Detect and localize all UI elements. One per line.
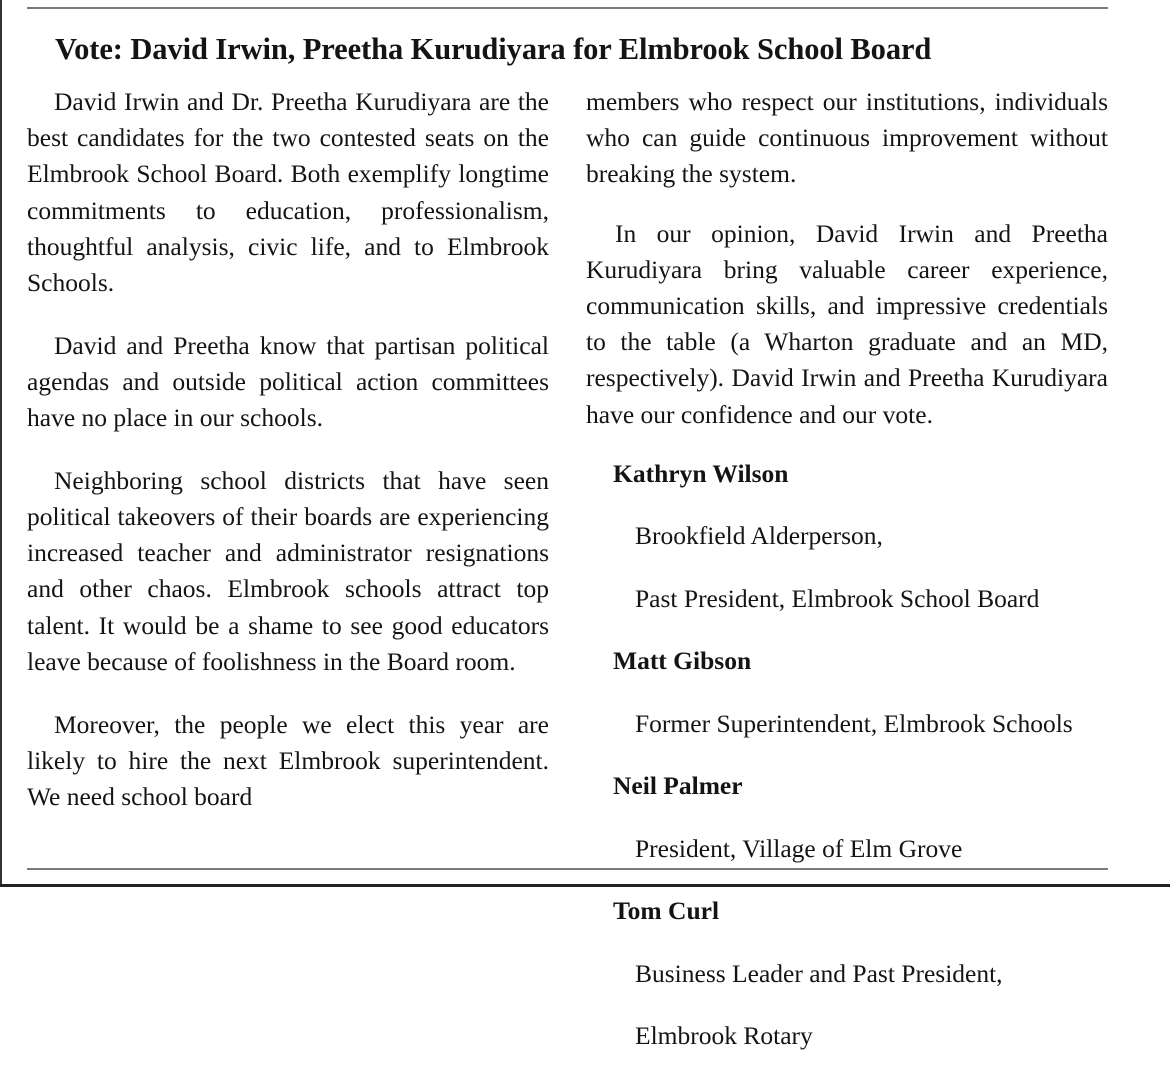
signer-title: Brookfield Alderperson,	[635, 521, 883, 551]
signer-name: Neil Palmer	[613, 771, 743, 801]
top-rule	[27, 7, 1108, 9]
paragraph-partisan: David and Preetha know that partisan political agendas and outside political action committees have no place in our schools.	[27, 330, 549, 433]
right-column	[586, 84, 1108, 1081]
signer	[586, 456, 1108, 617]
bottom-rule	[27, 868, 1108, 870]
signer-name: Kathryn Wilson	[613, 458, 789, 488]
paragraph-opinion: In our opinion, David Irwin and Preetha Kurudiyara bring valuable career experience, communication skills, and impressive credentials to the table (a Wharton graduate and an MD, respectively). David Irwin and Preetha Kurudiyara have our confidence and our vote.	[586, 218, 1108, 429]
signer	[586, 768, 1108, 867]
page-left-border	[0, 0, 2, 887]
signer	[586, 643, 1108, 742]
signer-title: President, Village of Elm Grove	[635, 833, 963, 863]
paragraph-intro: David Irwin and Dr. Preetha Kurudiyara are the best candidates for the two contested seats on the Elmbrook School Board. Both exemplify longtime commitments to education, professionalism, thoughtful analysis, civic life, and to Elmbrook Schools.	[27, 87, 549, 298]
paragraph-moreover: Moreover, the people we elect this year are likely to hire the next Elmbrook superintendent. We need school board	[27, 709, 549, 811]
signer	[586, 893, 1108, 1054]
left-column	[27, 84, 549, 842]
paragraph-neighboring: Neighboring school districts that have seen political takeovers of their boards are experiencing increased teacher and administrator resignations and other chaos. Elmbrook schools attract top talent. It would be a shame to see good educators leave because of foolishness in the Board room.	[27, 465, 549, 676]
signer-title: Elmbrook Rotary	[635, 1021, 813, 1051]
signer-name: Matt Gibson	[613, 646, 752, 676]
signer-title: Former Superintendent, Elmbrook Schools	[635, 708, 1073, 738]
signer-name: Tom Curl	[613, 896, 720, 926]
signers-list	[586, 456, 1108, 1055]
signer-title: Past President, Elmbrook School Board	[635, 583, 1040, 613]
paragraph-continued: members who respect our institutions, individuals who can guide continuous improvement without breaking the system.	[586, 87, 1108, 189]
signer-title: Business Leader and Past President,	[635, 958, 1003, 988]
headline: Vote: David Irwin, Preetha Kurudiyara for Elmbrook School Board	[55, 32, 932, 66]
